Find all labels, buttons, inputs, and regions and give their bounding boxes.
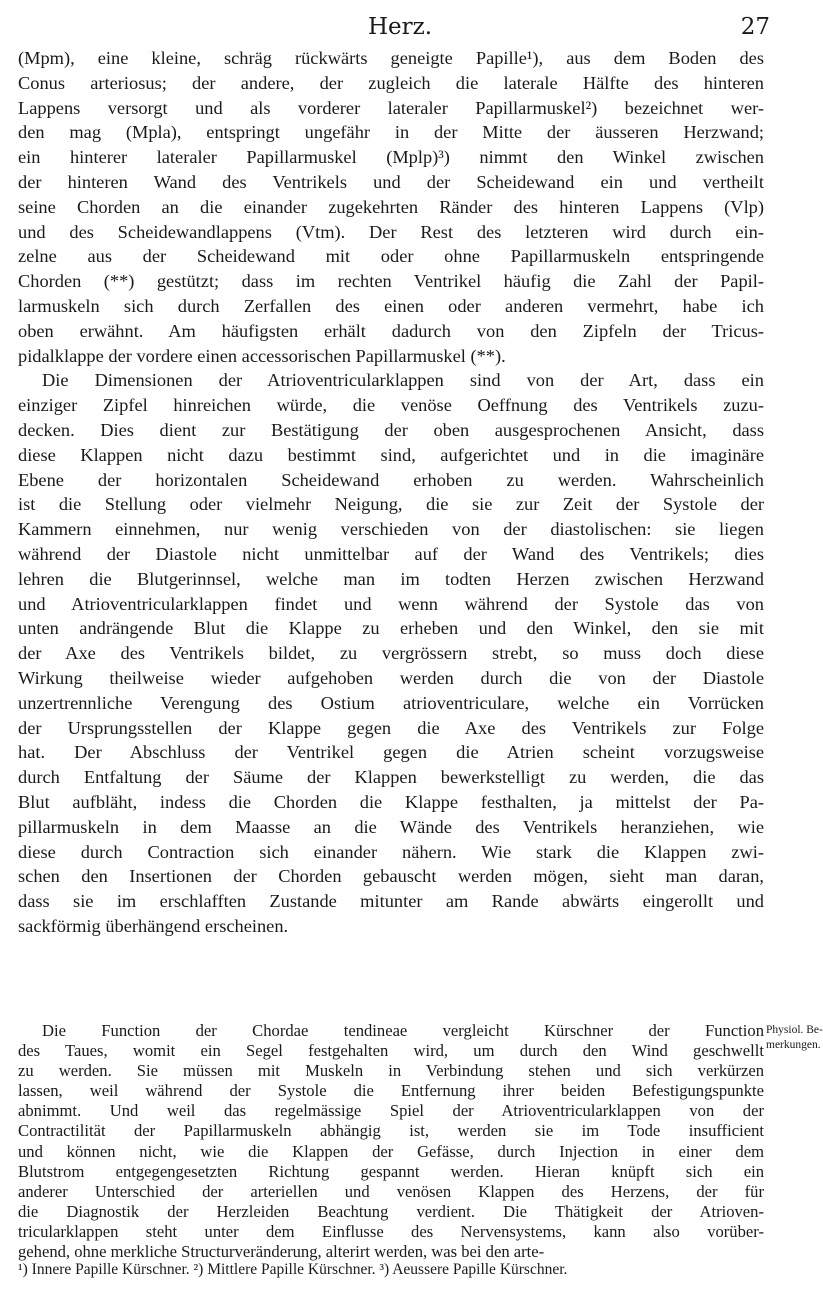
text-line: lassen, weil während der Systole die Entfernung ihrer beiden Befestigungspunkte xyxy=(18,1081,764,1101)
text-line: des Taues, womit ein Segel festgehalten wird, um durch den Wind geschwellt xyxy=(18,1041,764,1061)
main-text xyxy=(18,46,764,939)
text-line: schen den Insertionen der Chorden gebauscht werden mögen, sieht man daran, xyxy=(18,866,764,887)
text-line: während der Diastole nicht unmittelbar auf der Wand des Ventrikels; dies xyxy=(18,543,764,564)
text-line: zu werden. Sie müssen mit Muskeln in Verbindung stehen und sich verkürzen xyxy=(18,1061,764,1081)
page-header xyxy=(0,14,800,44)
text-line: gehend, ohne merkliche Structurveränderung, alterirt werden, was bei den arte- xyxy=(18,1242,545,1262)
text-line: lehren die Blutgerinnsel, welche man im todten Herzen zwischen Herzwand xyxy=(18,568,764,589)
text-line: Conus arteriosus; der andere, der zugleich die laterale Hälfte des hinteren xyxy=(18,72,764,93)
text-line: ist die Stellung oder vielmehr Neigung, die sie zur Zeit der Systole der xyxy=(18,494,764,515)
text-line: ein hinterer lateraler Papillarmuskel (Mplp)³) nimmt den Winkel zwischen xyxy=(18,147,764,168)
text-line: einziger Zipfel hinreichen würde, die venöse Oeffnung des Ventrikels zuzu- xyxy=(18,395,764,416)
text-line: zelne aus der Scheidewand mit oder ohne Papillarmuskeln entspringende xyxy=(18,246,764,267)
text-line: Kammern einnehmen, nur wenig verschieden von der diastolischen: sie liegen xyxy=(18,519,764,540)
footnotes: ¹) Innere Papille Kürschner. ²) Mittlere Papille Kürschner. ³) Aeussere Papille Kürschner. xyxy=(18,1261,568,1278)
text-line: abnimmt. Und weil das regelmässige Spiel der Atrioventricularklappen von der xyxy=(18,1101,764,1121)
marginal-note-line: merkungen. xyxy=(766,1039,821,1051)
page-number: 27 xyxy=(740,14,770,40)
text-line: pillarmuskeln in dem Maasse an die Wände des Ventrikels heranziehen, wie xyxy=(18,816,764,837)
text-line: die Diagnostik der Herzleiden Beachtung verdient. Die Thätigkeit der Atrioven- xyxy=(18,1201,764,1221)
text-line: Lappens versorgt und als vorderer lateraler Papillarmuskel²) bezeichnet wer- xyxy=(18,97,764,118)
text-line: seine Chorden an die einander zugekehrten Ränder des hinteren Lappens (Vlp) xyxy=(18,196,764,217)
text-line: oben erwähnt. Am häufigsten erhält dadurch von den Zipfeln der Tricus- xyxy=(18,320,764,341)
text-line: diese Klappen nicht dazu bestimmt sind, aufgerichtet und in die imaginäre xyxy=(18,444,764,465)
small-print-paragraph xyxy=(18,1021,764,1262)
text-line: sackförmig überhängend erscheinen. xyxy=(18,915,289,936)
text-line: der hinteren Wand des Ventrikels und der Scheidewand ein und vertheilt xyxy=(18,171,764,192)
text-line: unten andrängende Blut die Klappe zu erheben und den Winkel, den sie mit xyxy=(18,618,764,639)
text-line: den mag (Mpla), entspringt ungefähr in der Mitte der äusseren Herzwand; xyxy=(18,122,764,143)
text-line: der Axe des Ventrikels bildet, zu vergrössern strebt, so muss doch diese xyxy=(18,643,764,664)
text-line: dass sie im erschlafften Zustande mitunter am Rande abwärts eingerollt und xyxy=(18,891,764,912)
text-line: der Ursprungsstellen der Klappe gegen die Axe des Ventrikels zur Folge xyxy=(18,717,764,738)
text-line: (Mpm), eine kleine, schräg rückwärts geneigte Papille¹), aus dem Boden des xyxy=(18,48,764,68)
text-line: decken. Dies dient zur Bestätigung der oben ausgesprochenen Ansicht, dass xyxy=(18,419,764,440)
text-line: und können nicht, wie die Klappen der Gefässe, durch Injection in einer dem xyxy=(18,1141,764,1161)
text-line: und Atrioventricularklappen findet und wenn während der Systole das von xyxy=(18,593,764,614)
text-line: Wirkung theilweise wieder aufgehoben werden durch die von der Diastole xyxy=(18,667,764,688)
text-line: und des Scheidewandlappens (Vtm). Der Rest des letzteren wird durch ein- xyxy=(18,221,764,242)
text-line: Blutstrom entgegengesetzten Richtung gespannt werden. Hieran knüpft sich ein xyxy=(18,1161,764,1181)
text-line: Die Function der Chordae tendineae vergleicht Kürschner der Function xyxy=(42,1021,764,1040)
text-line: Chorden (**) gestützt; dass im rechten Ventrikel häufig die Zahl der Papil- xyxy=(18,271,764,292)
text-line: pidalklappe der vordere einen accessorischen Papillarmuskel (**). xyxy=(18,345,506,366)
marginal-note-line: Physiol. Be- xyxy=(766,1024,823,1036)
text-line: durch Entfaltung der Säume der Klappen bewerkstelligt zu werden, die das xyxy=(18,767,764,788)
text-line: anderer Unterschied der arteriellen und venösen Klappen des Herzens, der für xyxy=(18,1181,764,1201)
text-line: hat. Der Abschluss der Ventrikel gegen die Atrien scheint vorzugsweise xyxy=(18,742,764,763)
text-line: larmuskeln sich durch Zerfallen des einen oder anderen vermehrt, habe ich xyxy=(18,295,764,316)
text-line: Blut aufbläht, indess die Chorden die Klappe festhalten, ja mittelst der Pa- xyxy=(18,791,764,812)
text-line: diese durch Contraction sich einander nähern. Wie stark die Klappen zwi- xyxy=(18,841,764,862)
text-line: Die Dimensionen der Atrioventricularklappen sind von der Art, dass ein xyxy=(42,370,764,391)
text-line: tricularklappen steht unter dem Einflusse des Nervensystems, kann also vorüber- xyxy=(18,1221,764,1241)
text-line: Contractilität der Papillarmuskeln abhängig ist, werden sie im Tode insufficient xyxy=(18,1121,764,1141)
text-line: unzertrennliche Verengung des Ostium atrioventriculare, welche ein Vorrücken xyxy=(18,692,764,713)
running-head: Herz. xyxy=(367,14,433,40)
marginal-note xyxy=(766,1023,823,1053)
text-line: Ebene der horizontalen Scheidewand erhoben zu werden. Wahrscheinlich xyxy=(18,469,764,490)
